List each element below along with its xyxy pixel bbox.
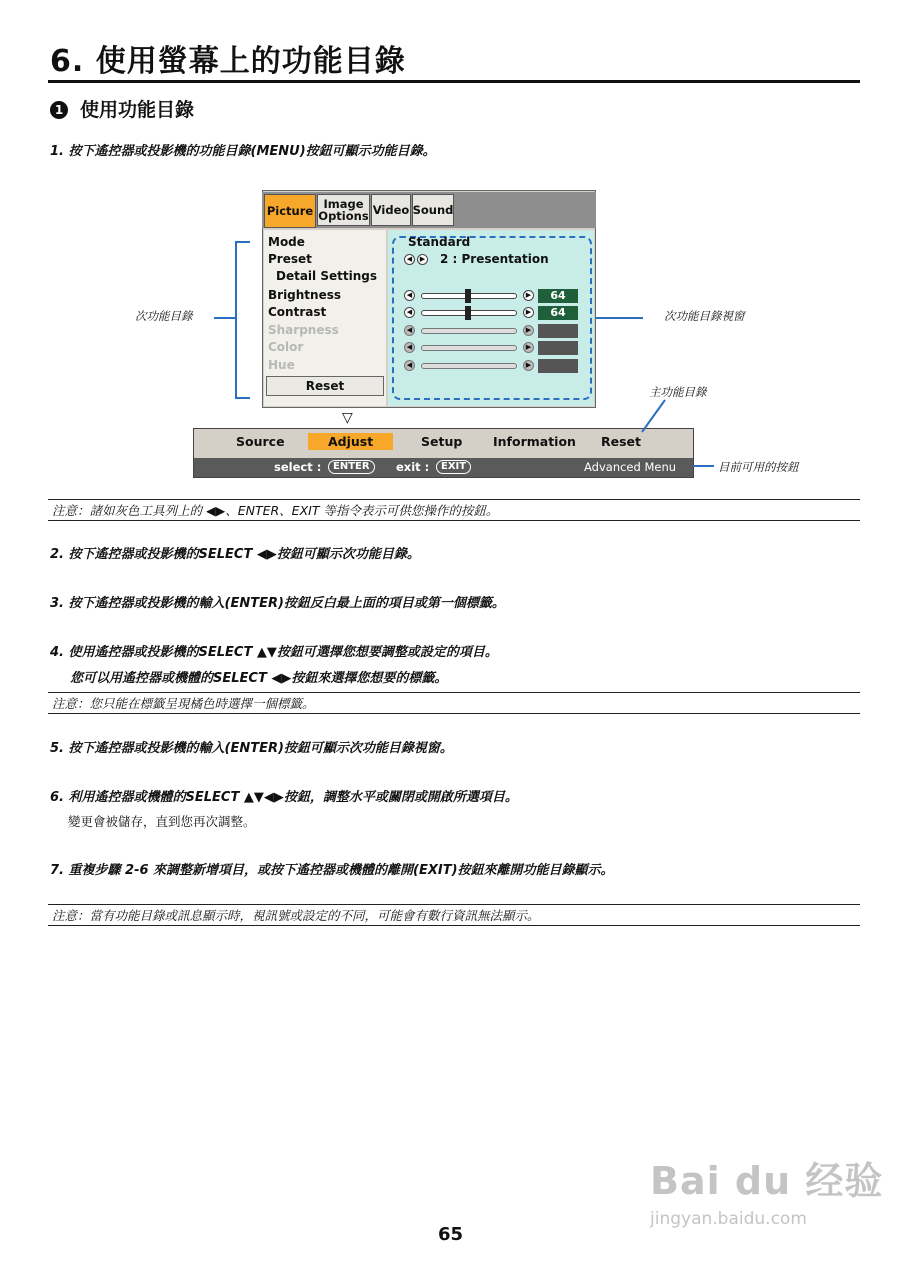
sub-item-sharpness: Sharpness bbox=[268, 323, 339, 337]
watermark-url: jingyan.baidu.com bbox=[650, 1209, 807, 1229]
step-3: 3. 按下遙控器或投影機的輸入(ENTER)按鈕反白最上面的項目或第一個標籤。 bbox=[50, 596, 505, 611]
brightness-value: 64 bbox=[538, 289, 578, 303]
main-menu-information[interactable]: Information bbox=[493, 434, 576, 449]
color-decrease-icon: ◀ bbox=[404, 342, 415, 353]
callout-main-menu: 主功能目錄 bbox=[649, 385, 707, 399]
step-2: 2. 按下遙控器或投影機的SELECT ◀▶按鈕可顯示次功能目錄。 bbox=[50, 547, 420, 562]
brightness-decrease-icon[interactable]: ◀ bbox=[404, 290, 415, 301]
step-4-detail: 您可以用遙控器或機體的SELECT ◀▶按鈕來選擇您想要的標籤。 bbox=[70, 671, 448, 686]
color-increase-icon: ▶ bbox=[523, 342, 534, 353]
tab-video[interactable]: Video bbox=[371, 194, 411, 226]
preset-value: 2 : Presentation bbox=[440, 252, 549, 266]
reset-button[interactable]: Reset bbox=[266, 376, 384, 396]
mode-value: Standard bbox=[408, 235, 471, 249]
sharpness-decrease-icon: ◀ bbox=[404, 325, 415, 336]
advanced-menu-label: Advanced Menu bbox=[584, 460, 677, 474]
sub-item-color: Color bbox=[268, 340, 304, 354]
contrast-value: 64 bbox=[538, 306, 578, 320]
note-2: 注意：您只能在標籤呈現橘色時選擇一個標籤。 bbox=[48, 692, 860, 714]
main-menu-source[interactable]: Source bbox=[236, 434, 285, 449]
sub-menu-bracket bbox=[236, 242, 250, 398]
sub-item-hue: Hue bbox=[268, 358, 295, 372]
main-menu-adjust[interactable]: Adjust bbox=[308, 433, 393, 450]
note-3: 注意：當有功能目錄或訊息顯示時，視訊號或設定的不同，可能會有數行資訊無法顯示。 bbox=[48, 904, 860, 926]
sharpness-increase-icon: ▶ bbox=[523, 325, 534, 336]
brightness-increase-icon[interactable]: ▶ bbox=[523, 290, 534, 301]
preset-left-arrow-icon[interactable]: ◀ bbox=[404, 254, 415, 265]
preset-right-arrow-icon[interactable]: ▶ bbox=[417, 254, 428, 265]
step-6-detail: 變更會被儲存，直到您再次調整。 bbox=[68, 814, 256, 829]
step-1: 1. 按下遙控器或投影機的功能目錄(MENU)按鈕可顯示功能目錄。 bbox=[50, 144, 436, 159]
enter-key-badge: ENTER bbox=[328, 460, 375, 474]
sub-item-detail-settings[interactable]: Detail Settings bbox=[276, 269, 377, 283]
step-6: 6. 利用遙控器或機體的SELECT ▲▼◀▶按鈕，調整水平或關閉或開啟所選項目。 bbox=[50, 790, 518, 805]
step-5: 5. 按下遙控器或投影機的輸入(ENTER)按鈕可顯示次功能目錄視窗。 bbox=[50, 741, 453, 756]
callout-available-buttons: 目前可用的按鈕 bbox=[718, 460, 799, 474]
watermark-logo-text: Bai du 经验 bbox=[650, 1159, 884, 1203]
step-7: 7. 重複步驟 2-6 來調整新增項目，或按下遙控器或機體的離開(EXIT)按鈕來離開功能目錄顯示。 bbox=[50, 863, 614, 878]
status-select-label: select : bbox=[274, 460, 322, 474]
sub-item-mode[interactable]: Mode bbox=[268, 235, 305, 249]
section-title-text: 使用功能目錄 bbox=[80, 99, 195, 121]
main-menu-setup[interactable]: Setup bbox=[421, 434, 463, 449]
baidu-watermark bbox=[650, 1150, 883, 1229]
hue-increase-icon: ▶ bbox=[523, 360, 534, 371]
main-menu-reset[interactable]: Reset bbox=[601, 434, 641, 449]
contrast-decrease-icon[interactable]: ◀ bbox=[404, 307, 415, 318]
main-menu-callout-line bbox=[642, 400, 665, 432]
page-number: 65 bbox=[438, 1224, 464, 1245]
sub-item-preset[interactable]: Preset bbox=[268, 252, 312, 266]
callout-sub-menu: 次功能目錄 bbox=[135, 309, 193, 323]
contrast-increase-icon[interactable]: ▶ bbox=[523, 307, 534, 318]
tab-image-options[interactable]: Image Options bbox=[317, 194, 370, 226]
callout-lines bbox=[0, 0, 905, 500]
step-4: 4. 使用遙控器或投影機的SELECT ▲▼按鈕可選擇您想要調整或設定的項目。 bbox=[50, 645, 498, 660]
tab-picture[interactable]: Picture bbox=[264, 194, 316, 228]
tab-sound[interactable]: Sound bbox=[412, 194, 454, 226]
page-title: 6. 使用螢幕上的功能目錄 bbox=[50, 44, 406, 79]
down-triangle-icon: ▽ bbox=[342, 410, 353, 426]
status-exit-label: exit : bbox=[396, 460, 430, 474]
hue-decrease-icon: ◀ bbox=[404, 360, 415, 371]
sub-item-brightness[interactable]: Brightness bbox=[268, 288, 342, 302]
section-number-bullet: 1 bbox=[50, 101, 68, 119]
exit-key-badge: EXIT bbox=[436, 460, 471, 474]
note-1: 注意：諸如灰色工具列上的 ◀▶、ENTER、EXIT 等指令表示可供您操作的按鈕。 bbox=[48, 499, 860, 521]
sub-item-contrast[interactable]: Contrast bbox=[268, 305, 327, 319]
callout-sub-window: 次功能目錄視窗 bbox=[664, 309, 745, 323]
